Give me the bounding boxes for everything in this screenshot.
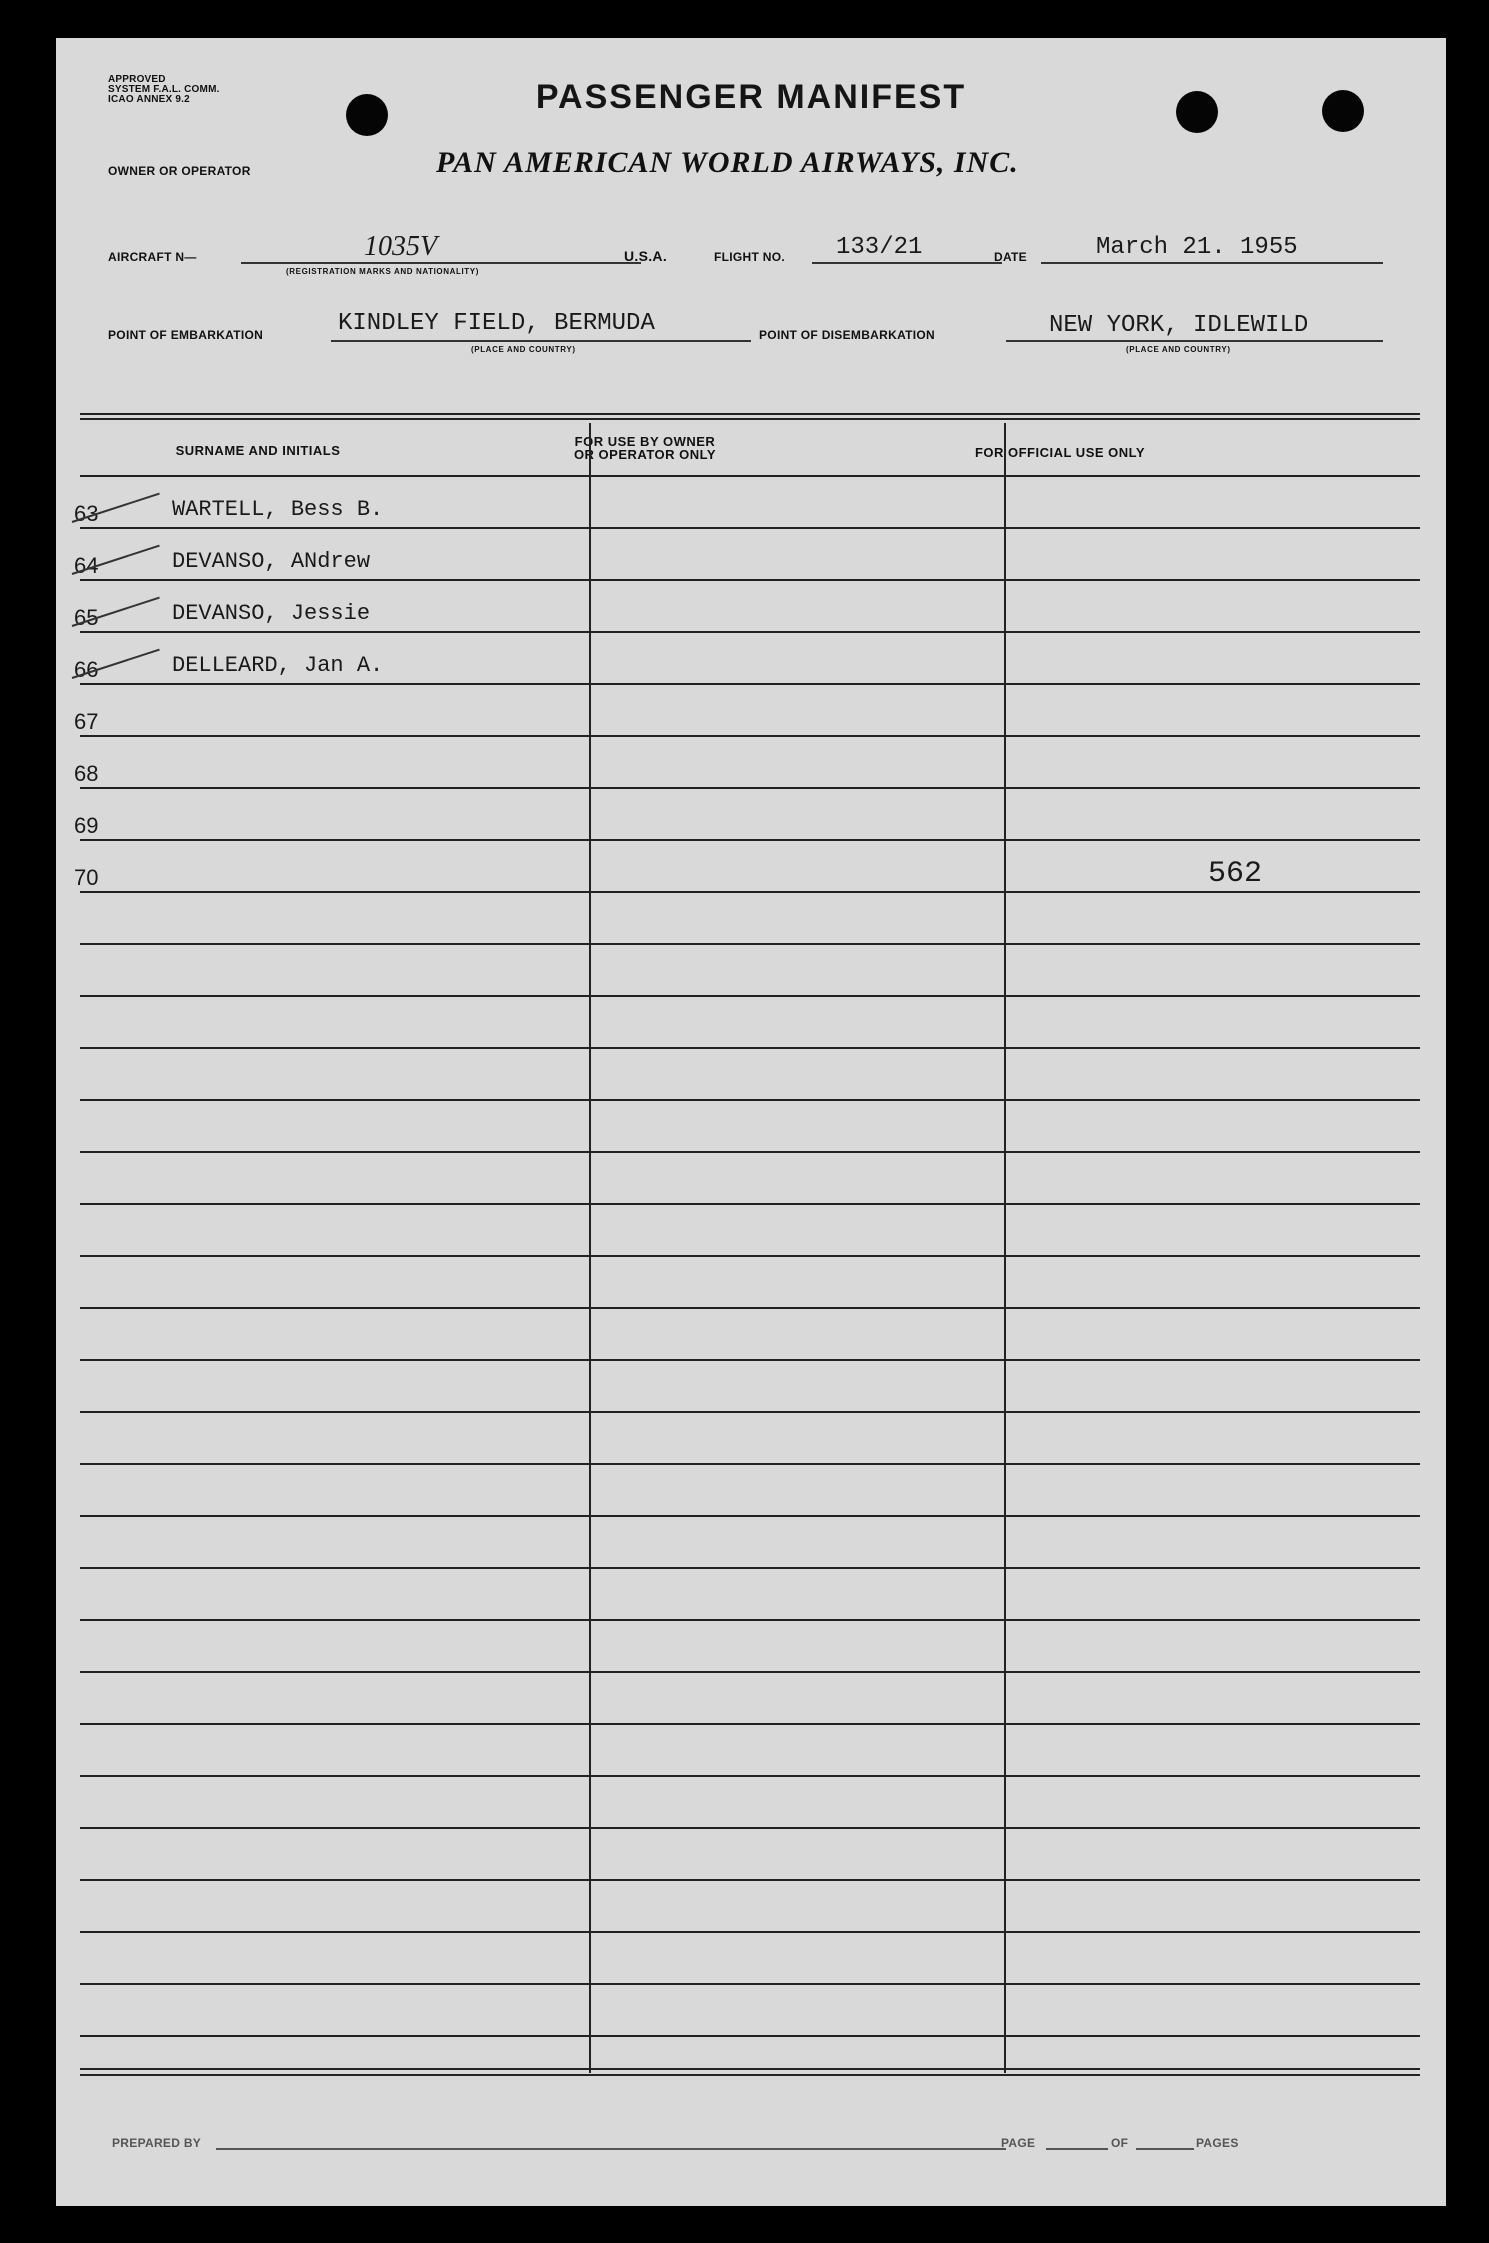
- embarkation-label: POINT OF EMBARKATION: [108, 328, 264, 342]
- passenger-name: DEVANSO, Jessie: [172, 601, 371, 626]
- table-top-rule: [80, 413, 1420, 415]
- column-divider-2: [1004, 423, 1006, 2073]
- column-header-official: FOR OFFICIAL USE ONLY: [974, 445, 1146, 460]
- row-line: [80, 579, 1420, 581]
- owner-operator-label: OWNER OR OPERATOR: [108, 164, 251, 178]
- embark-underline: [331, 340, 751, 342]
- row-line: [80, 1723, 1420, 1725]
- row-line: [80, 1463, 1420, 1465]
- row-line: [80, 1515, 1420, 1517]
- row-line: [80, 1567, 1420, 1569]
- flight-number: 133/21: [836, 234, 923, 261]
- disembarkation-point: NEW YORK, IDLEWILD: [1049, 312, 1309, 339]
- pages-label: PAGES: [1196, 2136, 1239, 2150]
- flight-number-label: FLIGHT NO.: [714, 250, 785, 264]
- row-line: [80, 2035, 1420, 2037]
- passenger-name: DEVANSO, ANdrew: [172, 549, 371, 574]
- row-number: 68: [74, 761, 99, 786]
- passenger-name: WARTELL, Bess B.: [172, 497, 384, 522]
- aircraft-number: 1035V: [364, 231, 438, 262]
- document-title: PASSENGER MANIFEST: [535, 78, 967, 116]
- of-underline: [1136, 2148, 1194, 2150]
- row-line: [80, 1203, 1420, 1205]
- prepared-by-underline: [216, 2148, 1006, 2150]
- row-line: [80, 1619, 1420, 1621]
- column-header-owner: FOR USE BY OWNER OR OPERATOR ONLY: [573, 434, 717, 462]
- flight-date: March 21. 1955: [1096, 234, 1298, 261]
- row-number: 67: [74, 709, 99, 734]
- page-underline: [1046, 2148, 1108, 2150]
- approval-stamp: APPROVED SYSTEM F.A.L. COMM. ICAO ANNEX 9.2: [108, 74, 220, 105]
- row-number: 63: [74, 501, 99, 526]
- row-number: 66: [74, 657, 99, 682]
- page-label: PAGE: [1001, 2136, 1036, 2150]
- disembark-caption: (PLACE AND COUNTRY): [1126, 345, 1231, 354]
- row-line: [80, 735, 1420, 737]
- table-bottom-rule-2: [80, 2074, 1420, 2076]
- aircraft-label: AIRCRAFT N—: [108, 250, 197, 264]
- date-underline: [1041, 262, 1383, 264]
- row-number: 69: [74, 813, 99, 838]
- row-line: [80, 1775, 1420, 1777]
- aircraft-underline: [241, 262, 641, 264]
- table-bottom-rule: [80, 2068, 1420, 2070]
- row-line: [80, 1827, 1420, 1829]
- row-line: [80, 1151, 1420, 1153]
- row-line: [80, 1411, 1420, 1413]
- manifest-sheet: [56, 38, 1446, 2206]
- row-line: [80, 683, 1420, 685]
- row-line: [80, 475, 1420, 477]
- row-number: 65: [74, 605, 99, 630]
- row-line: [80, 891, 1420, 893]
- embark-caption: (PLACE AND COUNTRY): [471, 345, 576, 354]
- row-line: [80, 1047, 1420, 1049]
- row-line: [80, 787, 1420, 789]
- row-line: [80, 1307, 1420, 1309]
- flight-underline: [812, 262, 1002, 264]
- row-line: [80, 527, 1420, 529]
- column-header-surname: SURNAME AND INITIALS: [175, 443, 341, 458]
- embarkation-point: KINDLEY FIELD, BERMUDA: [338, 310, 655, 337]
- prepared-by-label: PREPARED BY: [112, 2136, 202, 2150]
- table-top-rule-2: [80, 418, 1420, 420]
- date-label: DATE: [994, 250, 1027, 264]
- row-line: [80, 1255, 1420, 1257]
- registration-caption: (REGISTRATION MARKS AND NATIONALITY): [286, 267, 479, 276]
- row-line: [80, 1671, 1420, 1673]
- row-number: 70: [74, 865, 99, 890]
- row-line: [80, 1931, 1420, 1933]
- official-notation: 562: [1208, 857, 1263, 891]
- passenger-name: DELLEARD, Jan A.: [172, 653, 384, 678]
- row-line: [80, 1359, 1420, 1361]
- row-line: [80, 1879, 1420, 1881]
- row-line: [80, 1983, 1420, 1985]
- row-line: [80, 943, 1420, 945]
- disembark-underline: [1006, 340, 1383, 342]
- row-line: [80, 1099, 1420, 1101]
- company-name: PAN AMERICAN WORLD AIRWAYS, INC.: [436, 146, 1019, 179]
- usa-label: U.S.A.: [624, 248, 668, 264]
- row-number: 64: [74, 553, 99, 578]
- row-line: [80, 995, 1420, 997]
- column-divider-1: [589, 423, 591, 2073]
- row-line: [80, 839, 1420, 841]
- row-line: [80, 631, 1420, 633]
- of-label: OF: [1111, 2136, 1129, 2150]
- disembarkation-label: POINT OF DISEMBARKATION: [759, 328, 936, 342]
